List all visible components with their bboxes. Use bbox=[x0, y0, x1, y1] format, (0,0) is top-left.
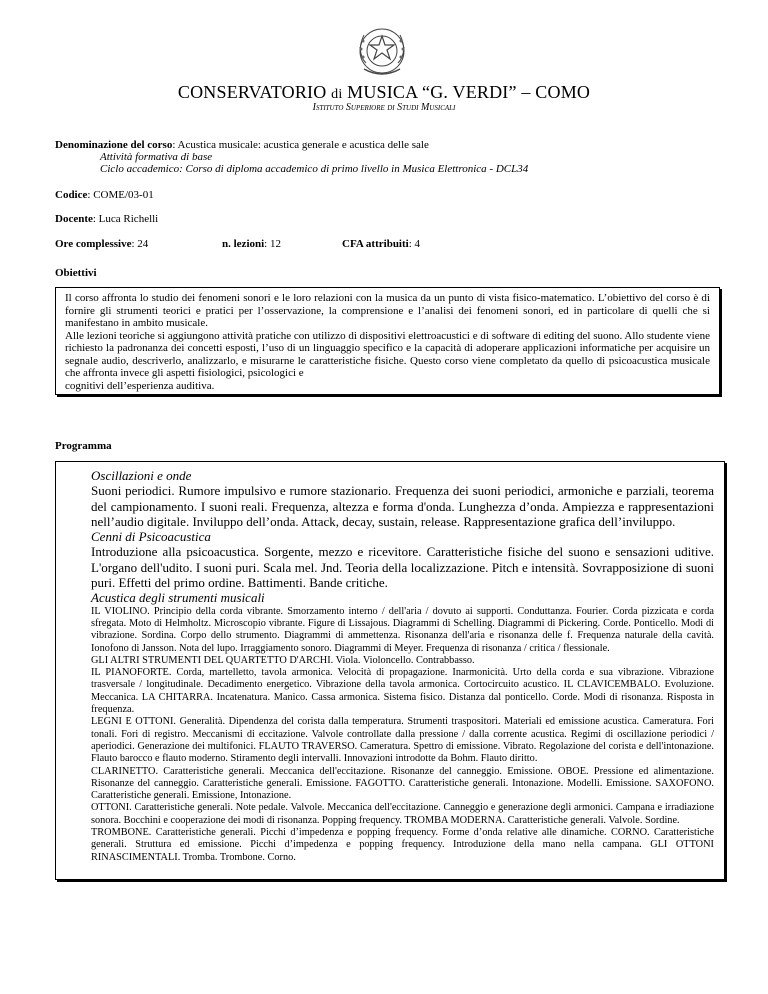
section-title: Acustica degli strumenti musicali bbox=[91, 590, 265, 606]
hours-line bbox=[55, 238, 148, 251]
section-title: Oscillazioni e onde bbox=[91, 468, 192, 483]
objectives-paragraph: Alle lezioni teoriche si aggiungono attività pratiche con utilizzo di dispositivi elettroacustici e di software di editing del suono. Allo studente viene richiesto la padronanza dei concetti esposti, l’uso di un linguaggio specifico e la capacità di adoperare applicazioni informatiche per acquisire un segnale audio, descriverlo, analizzarlo, e misurarne le caratteristiche fisiche. Questo corso viene completato da quello di psicoacustica musicale che affronta invece gli aspetti fisiologici, psicologici e bbox=[65, 329, 710, 379]
teacher-value: : Luca Richelli bbox=[92, 213, 159, 225]
section-text: IL PIANOFORTE. Corda, martelletto, tavola armonica. Velocità di propagazione. Inarmonicità. Urto della corda e sua vibrazione. Vibrazione trasversale / longitudinale. Decadimento energetico. Vibrazione della tavola armonica. Cortocircuito acustico. IL CLAVICEMBALO. Evoluzione. Meccanica. LA CHITARRA. Incatenatura. Manico. Cassa armonica. Sistema fisico. Distanza dal ponticello. Corde. Modi di risonanza. Risposta in frequenza. bbox=[91, 667, 714, 716]
code-value: : COME/03-01 bbox=[87, 189, 154, 201]
institution-subtitle: Istituto Superiore di Studi Musicali bbox=[312, 102, 456, 113]
credits-line bbox=[342, 238, 420, 251]
objectives-heading: Obiettivi bbox=[55, 267, 97, 279]
program-heading: Programma bbox=[55, 440, 112, 452]
teacher-line bbox=[55, 213, 158, 226]
course-name-label: Denominazione del corso bbox=[55, 139, 173, 151]
section-text: IL VIOLINO. Principio della corda vibrante. Smorzamento interno / dell'aria / dovuto ai supporti. Conduttanza. Fourier. Corda pizzicata e corda sfregata. Moto di Helmholtz. Microscopio vibrante. Figure di Lissajous. Diagrammi di Schelling. Diagrammi di Pickering. Corde. Ponticello. Modi di vibrazione. Sordina. Corpo dello strumento. Diagrammi di ammettenza. Risonanza dell'aria e risonanza delle f. Frequenza naturale della cavità. Ionofono di Jansson. Nota del lupo. Irraggiamento sonoro. Diagrammi di Meyer. Frequenza di risonanza / critica / flessionale. bbox=[91, 605, 714, 654]
hours-value: : 24 bbox=[131, 238, 149, 250]
academic-cycle: Ciclo accademico: Corso di diploma accademico di primo livello in Musica Elettronica - DCL34 bbox=[100, 163, 529, 175]
section-text: CLARINETTO. Caratteristiche generali. Meccanica dell'eccitazione. Risonanze del canneggio. Emissione. OBOE. Pressione ed alimentazione. Risonanze del canneggio. Caratteristiche generali. Emissione. FAGOTTO. Caratteristiche generali. Intonazione. Modelli. Emissione. SAXOFONO. Caratteristiche generali. Emissione, Intonazione. bbox=[91, 765, 714, 802]
section-text: Suoni periodici. Rumore impulsivo e rumore stazionario. Frequenza dei suoni periodici, armoniche e parziali, teorema del campionamento. I suoni reali. Frequenza, altezza e forma d'onda. Lunghezza d’onda. Ampiezza e rappresentazioni nell’audio digitale. Inviluppo dell’onda. Attack, decay, sustain, release. Rappresentazione grafica dell’inviluppo. bbox=[91, 483, 714, 529]
credits-label: CFA attribuiti bbox=[342, 238, 409, 250]
institution-title: CONSERVATORIO di MUSICA “G. VERDI” – COMO bbox=[177, 82, 591, 102]
lessons-line bbox=[222, 238, 281, 251]
section-text: GLI ALTRI STRUMENTI DEL QUARTETTO D'ARCHI. Viola. Violoncello. Contrabbasso. bbox=[91, 654, 475, 666]
code-line bbox=[55, 189, 154, 202]
teacher-label: Docente bbox=[55, 213, 93, 225]
code-label: Codice bbox=[55, 189, 88, 201]
objectives-box bbox=[55, 287, 720, 395]
objectives-paragraph: Il corso affronta lo studio dei fenomeni sonori e le loro relazioni con la musica da un punto di vista fisico-matematico. L’obiettivo del corso è di fornire gli strumenti teorici e pratici per l’osservazione, la comprensione e l’analisi dei fenomeni sonori, ed in particolare di quelli che si manifestano in ambito musicale. bbox=[65, 292, 710, 329]
section-text: OTTONI. Caratteristiche generali. Note pedale. Valvole. Meccanica dell'eccitazione. Canneggio e generazione degli armonici. Campana e irradiazione sonora. Bocchini e cooperazione dei modi di risonanza. Popping frequency. TROMBA MODERNA. Caratteristiche generali. Valvole. Sordine. bbox=[91, 802, 714, 826]
section-text: LEGNI E OTTONI. Generalità. Dipendenza del corista dalla temperatura. Strumenti traspositori. Materiali ed emissione acustica. Cameratura. Fori tonali. Fori di registro. Meccanismi di eccitazione. Valvole controllate dalla pressione / dalla corrente acustica. Regimi di oscillazione periodici / aperiodici. Generazione dei multifonici. FLAUTO TRAVERSO. Cameratura. Spettro di emissione. Vibrato. Regolazione del corista e dell'intonazione. Flauto barocco e flauto moderno. Stiramento degli intervalli. Innovazioni introdotte da Bohm. Flauto diritto. bbox=[91, 716, 714, 765]
section-text: TROMBONE. Caratteristiche generali. Picchi d’impedenza e popping frequency. Forme d’onda relative alle dinamiche. CORNO. Caratteristiche generali. Struttura ed emissione. Picchi d’impedenza e popping frequency. Introduzione della mano nella campana. GLI OTTONI RINASCIMENTALI. Tromba. Trombone. Corno. bbox=[91, 827, 714, 863]
objectives-paragraph: cognitivi dell’esperienza auditiva. bbox=[65, 379, 215, 392]
section-text: Introduzione alla psicoacustica. Sorgente, mezzo e ricevitore. Caratteristiche fisiche del suono e sensazioni uditive. L'organo dell'udito. I suoni puri. Scala mel. Jnd. Teoria della localizzazione. Pitch e intensità. Sovrapposizione di suoni puri. Effetti del primo ordine. Battimenti. Bande critiche. bbox=[91, 544, 714, 591]
program-box bbox=[55, 461, 725, 880]
activity-type: Attività formativa di base bbox=[100, 151, 213, 163]
italian-republic-emblem bbox=[350, 17, 414, 81]
credits-value: : 4 bbox=[408, 238, 421, 250]
hours-label: Ore complessive bbox=[55, 238, 132, 250]
course-name-value: : Acustica musicale: acustica generale e acustica delle sale bbox=[172, 139, 429, 151]
lessons-label: n. lezioni bbox=[222, 238, 265, 250]
lessons-value: : 12 bbox=[264, 238, 281, 250]
section-title: Cenni di Psicoacustica bbox=[91, 529, 211, 545]
